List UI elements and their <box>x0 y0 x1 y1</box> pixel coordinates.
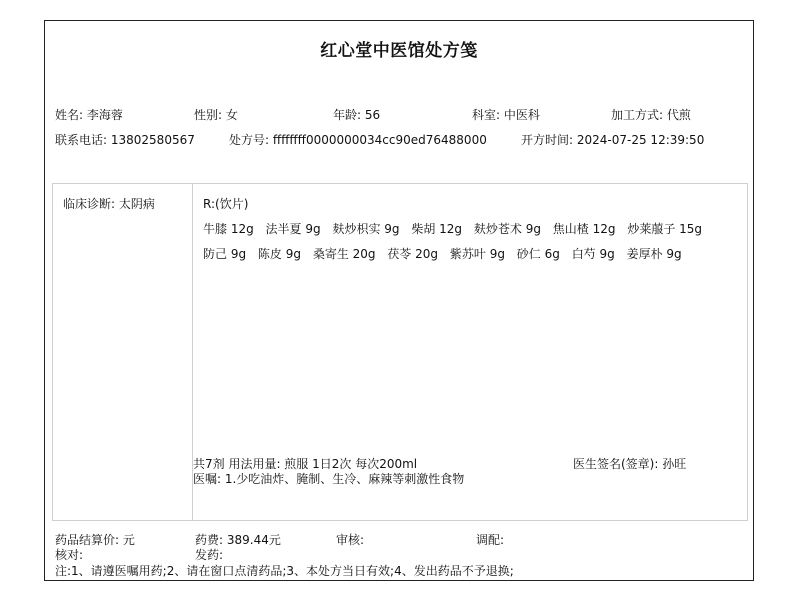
issue-field: 发药: <box>195 548 224 562</box>
prescription-number-value: ffffffff0000000034cc90ed76488000 <box>272 133 487 147</box>
medicine-item: 防己 9g <box>203 247 247 261</box>
medicine-item: 砂仁 6g <box>516 247 560 261</box>
settlement-price: 药品结算价: 元 <box>55 533 135 547</box>
medicine-fee: 药费: 389.44元 <box>195 533 281 547</box>
medicine-item: 牛膝 12g <box>203 222 254 236</box>
diagnosis-value: 太阴病 <box>118 197 155 211</box>
medicine-item: 麸炒枳实 9g <box>332 222 400 236</box>
processing-method <box>611 106 691 123</box>
footer-note: 注:1、请遵医嘱用药;2、请在窗口点清药品;3、本处方当日有效;4、发出药品不予退换; <box>55 564 514 578</box>
phone-value: 13802580567 <box>110 133 195 147</box>
patient-gender <box>194 106 238 123</box>
medicine-item: 白芍 9g <box>571 247 615 261</box>
medicine-item: 茯苓 20g <box>387 247 439 261</box>
medicine-item: 紫苏叶 9g <box>449 247 505 261</box>
medicine-item: 陈皮 9g <box>257 247 301 261</box>
prescription-body <box>52 183 748 521</box>
review-field: 审核: <box>336 533 365 547</box>
processing-method-label: 加工方式: <box>611 108 664 122</box>
medicine-item: 姜厚朴 9g <box>626 247 682 261</box>
dispense-field: 调配: <box>476 533 505 547</box>
medicine-item: 焦山楂 12g <box>552 222 616 236</box>
prescription-number <box>229 131 487 148</box>
prescription-sheet <box>44 20 754 581</box>
check-field: 核对: <box>55 548 84 562</box>
medicine-item: 麸炒苍术 9g <box>473 222 541 236</box>
patient-name-label: 姓名: <box>55 108 84 122</box>
department <box>472 106 540 123</box>
medicine-item: 法半夏 9g <box>265 222 321 236</box>
medical-advice: 医嘱: 1.少吃油炸、腌制、生冷、麻辣等刺激性食物 <box>193 472 465 486</box>
medicine-item: 柴胡 12g <box>411 222 463 236</box>
doctor-signature: 医生签名(签章): 孙旺 <box>573 457 687 471</box>
prescription-time-label: 开方时间: <box>521 133 574 147</box>
prescription-time-value: 2024-07-25 12:39:50 <box>576 133 705 147</box>
clinical-diagnosis <box>63 195 155 212</box>
department-value: 中医科 <box>503 108 540 122</box>
patient-name <box>55 106 123 123</box>
patient-gender-label: 性别: <box>194 108 223 122</box>
diagnosis-label: 临床诊断: <box>63 197 116 211</box>
phone-label: 联系电话: <box>55 133 108 147</box>
medicine-line-1 <box>203 220 710 237</box>
department-label: 科室: <box>472 108 501 122</box>
phone <box>55 131 195 148</box>
patient-age-value: 56 <box>364 108 381 122</box>
patient-age-label: 年龄: <box>333 108 362 122</box>
patient-age <box>333 106 380 123</box>
rx-label: R:(饮片) <box>203 197 249 211</box>
processing-method-value: 代煎 <box>666 108 691 122</box>
medicine-item: 炒莱菔子 15g <box>627 222 703 236</box>
usage-dosage: 共7剂 用法用量: 煎服 1日2次 每次200ml <box>193 457 418 471</box>
prescription-number-label: 处方号: <box>229 133 270 147</box>
patient-gender-value: 女 <box>225 108 238 122</box>
patient-name-value: 李海蓉 <box>86 108 123 122</box>
prescription-time <box>521 131 704 148</box>
medicine-item: 桑寄生 20g <box>312 247 376 261</box>
medicine-line-2 <box>203 245 690 262</box>
page-title: 红心堂中医馆处方笺 <box>320 41 478 61</box>
